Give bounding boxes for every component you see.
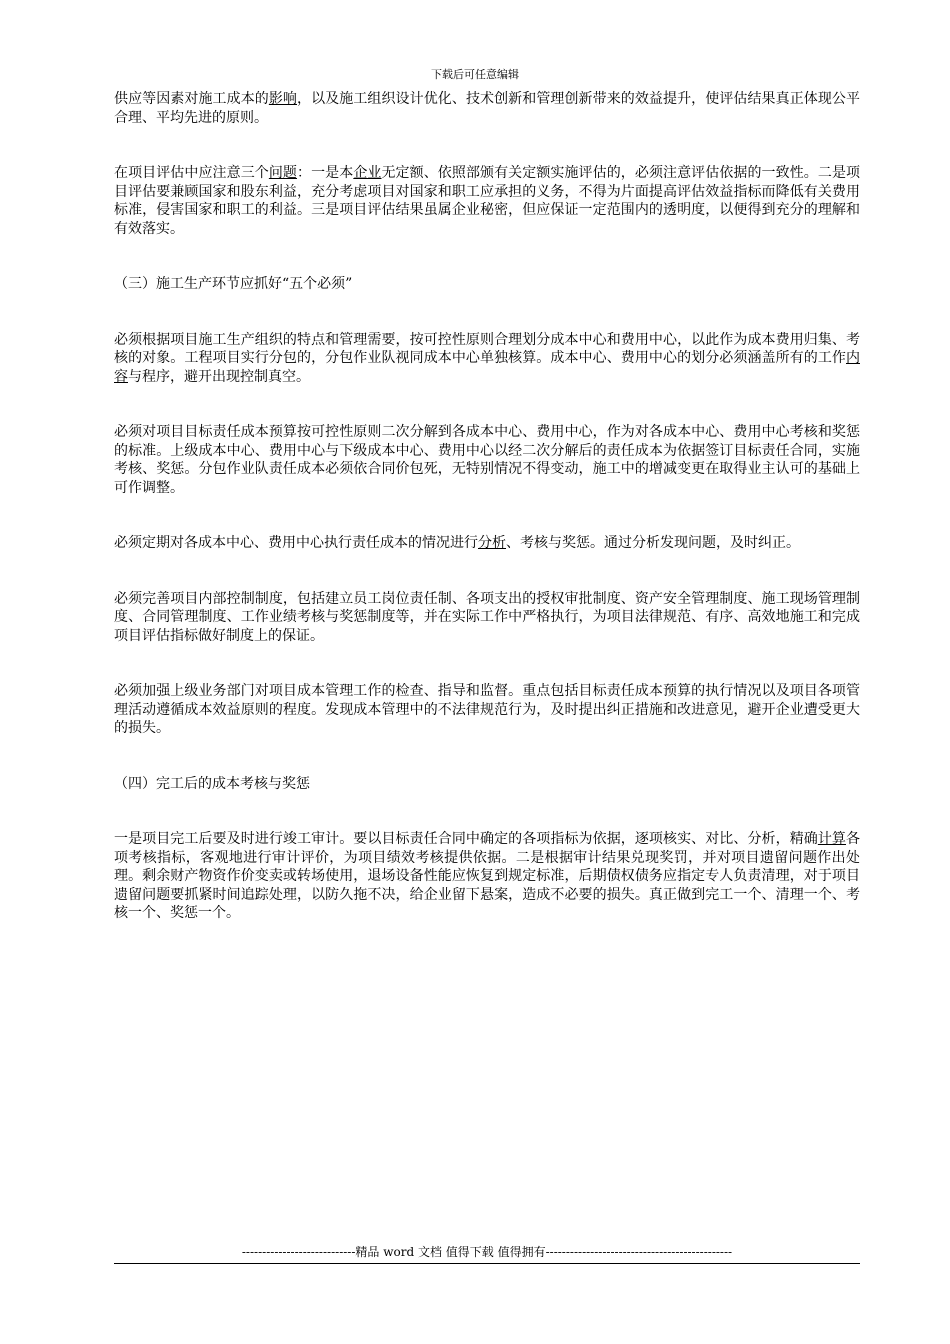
inline-link[interactable]: 企业 [353, 165, 382, 181]
paragraph [114, 830, 860, 923]
paragraph-text: 必须定期对各成本中心、费用中心执行责任成本的情况进行 [114, 535, 478, 551]
inline-link[interactable]: 内容 [114, 350, 860, 385]
paragraph [114, 534, 860, 553]
page-footer [114, 1244, 860, 1260]
paragraph-text: （四）完工后的成本考核与奖惩 [114, 775, 310, 792]
paragraph-text: （三）施工生产环节应抓好“五个必须” [114, 276, 353, 292]
paragraph-text: 必须对项目目标责任成本预算按可控性原则二次分解到各成本中心、费用中心，作为对各成本中心、费用中心考核和奖惩的标准。上级成本中心、费用中心与下级成本中心、费用中心以经二次分解后的责任成本为依据签订目标责任合同，实施考核、奖惩。分包作业队责任成本必须依合同价包死，无特别情况不得变动，施工中的增减变更在取得业主认可的基础上可作调整。 [114, 424, 860, 496]
section-heading [114, 275, 860, 294]
paragraph [114, 590, 860, 646]
paragraph-text: 一是项目完工后要及时进行竣工审计。要以目标责任合同中确定的各项指标为依据，逐项核实、对比、分析，精确 [114, 831, 818, 847]
paragraph-text: ：一是本 [297, 165, 354, 181]
paragraph-text: 、考核与奖惩。通过分析发现问题，及时纠正。 [506, 535, 800, 551]
paragraph [114, 90, 860, 127]
paragraph-text: 无定额、依照部颁有关定额实施评估的，必须注意评估依据的一致性。二是项目评估要兼顾国家和股东利益，充分考虑项目对国家和职工应承担的义务，不得为片面提高评估效益指标而降低有关费用标准，侵害国家和职工的利益。三是项目评估结果虽属企业秘密，但应保证一定范围内的透明度，以便得到充分的理解和有效落实。 [114, 165, 861, 237]
header-text: 下载后可任意编辑 [431, 68, 519, 81]
paragraph [114, 682, 860, 738]
paragraph [114, 164, 860, 238]
inline-link[interactable]: 计算 [817, 831, 846, 847]
paragraph-text: 必须完善项目内部控制制度，包括建立员工岗位责任制、各项支出的授权审批制度、资产安全管理制度、施工现场管理制度、合同管理制度、工作业绩考核与奖惩制度等，并在实际工作中严格执行，为项目法律规范、有序、高效地施工和完成项目评估指标做好制度上的保证。 [114, 590, 860, 644]
paragraph-text: 在项目评估中应注意三个 [114, 165, 269, 181]
inline-link[interactable]: 影响 [268, 91, 298, 107]
footer-text: ----------------------------精品 word 文档 值得下载 值得拥有---------------------------------------------- [241, 1245, 733, 1259]
paragraph-text: 必须加强上级业务部门对项目成本管理工作的检查、指导和监督。重点包括目标责任成本预算的执行情况以及项目各项管理活动遵循成本效益原则的程度。发现成本管理中的不法律规范行为，及时提出纠正措施和改进意见，避开企业遭受更大的损失。 [114, 683, 860, 736]
paragraph [114, 423, 860, 497]
section-heading [114, 775, 860, 794]
inline-link[interactable]: 问题 [268, 165, 298, 181]
paragraph-text: 各项考核指标，客观地进行审计评价，为项目绩效考核提供依据。二是根据审计结果兑现奖罚，并对项目遗留问题作出处理。剩余财产物资作价变卖或转场使用，退场设备性能应恢复到规定标准，后期债权债务应指定专人负责清理，对于项目遗留问题要抓紧时间追踪处理，以防久拖不决，给企业留下悬案，造成不必要的损失。真正做到完工一个、清理一个、考核一个、奖惩一个。 [114, 831, 860, 921]
footer-divider [114, 1263, 860, 1264]
page-header [0, 68, 950, 82]
paragraph [114, 331, 860, 387]
inline-link[interactable]: 分析 [478, 535, 506, 551]
paragraph-text: 供应等因素对施工成本的 [114, 91, 269, 107]
document-body [114, 90, 860, 923]
paragraph-text: 必须根据项目施工生产组织的特点和管理需要，按可控性原则合理划分成本中心和费用中心，以此作为成本费用归集、考核的对象。工程项目实行分包的，分包作业队视同成本中心单独核算。成本中心、费用中心的划分必须涵盖所有的工作 [114, 331, 860, 366]
paragraph-text: ，以及施工组织设计优化、技术创新和管理创新带来的效益提升，使评估结果真正体现公平合理、平均先进的原则。 [114, 91, 861, 126]
paragraph-text: 与程序，避开出现控制真空。 [128, 368, 310, 385]
